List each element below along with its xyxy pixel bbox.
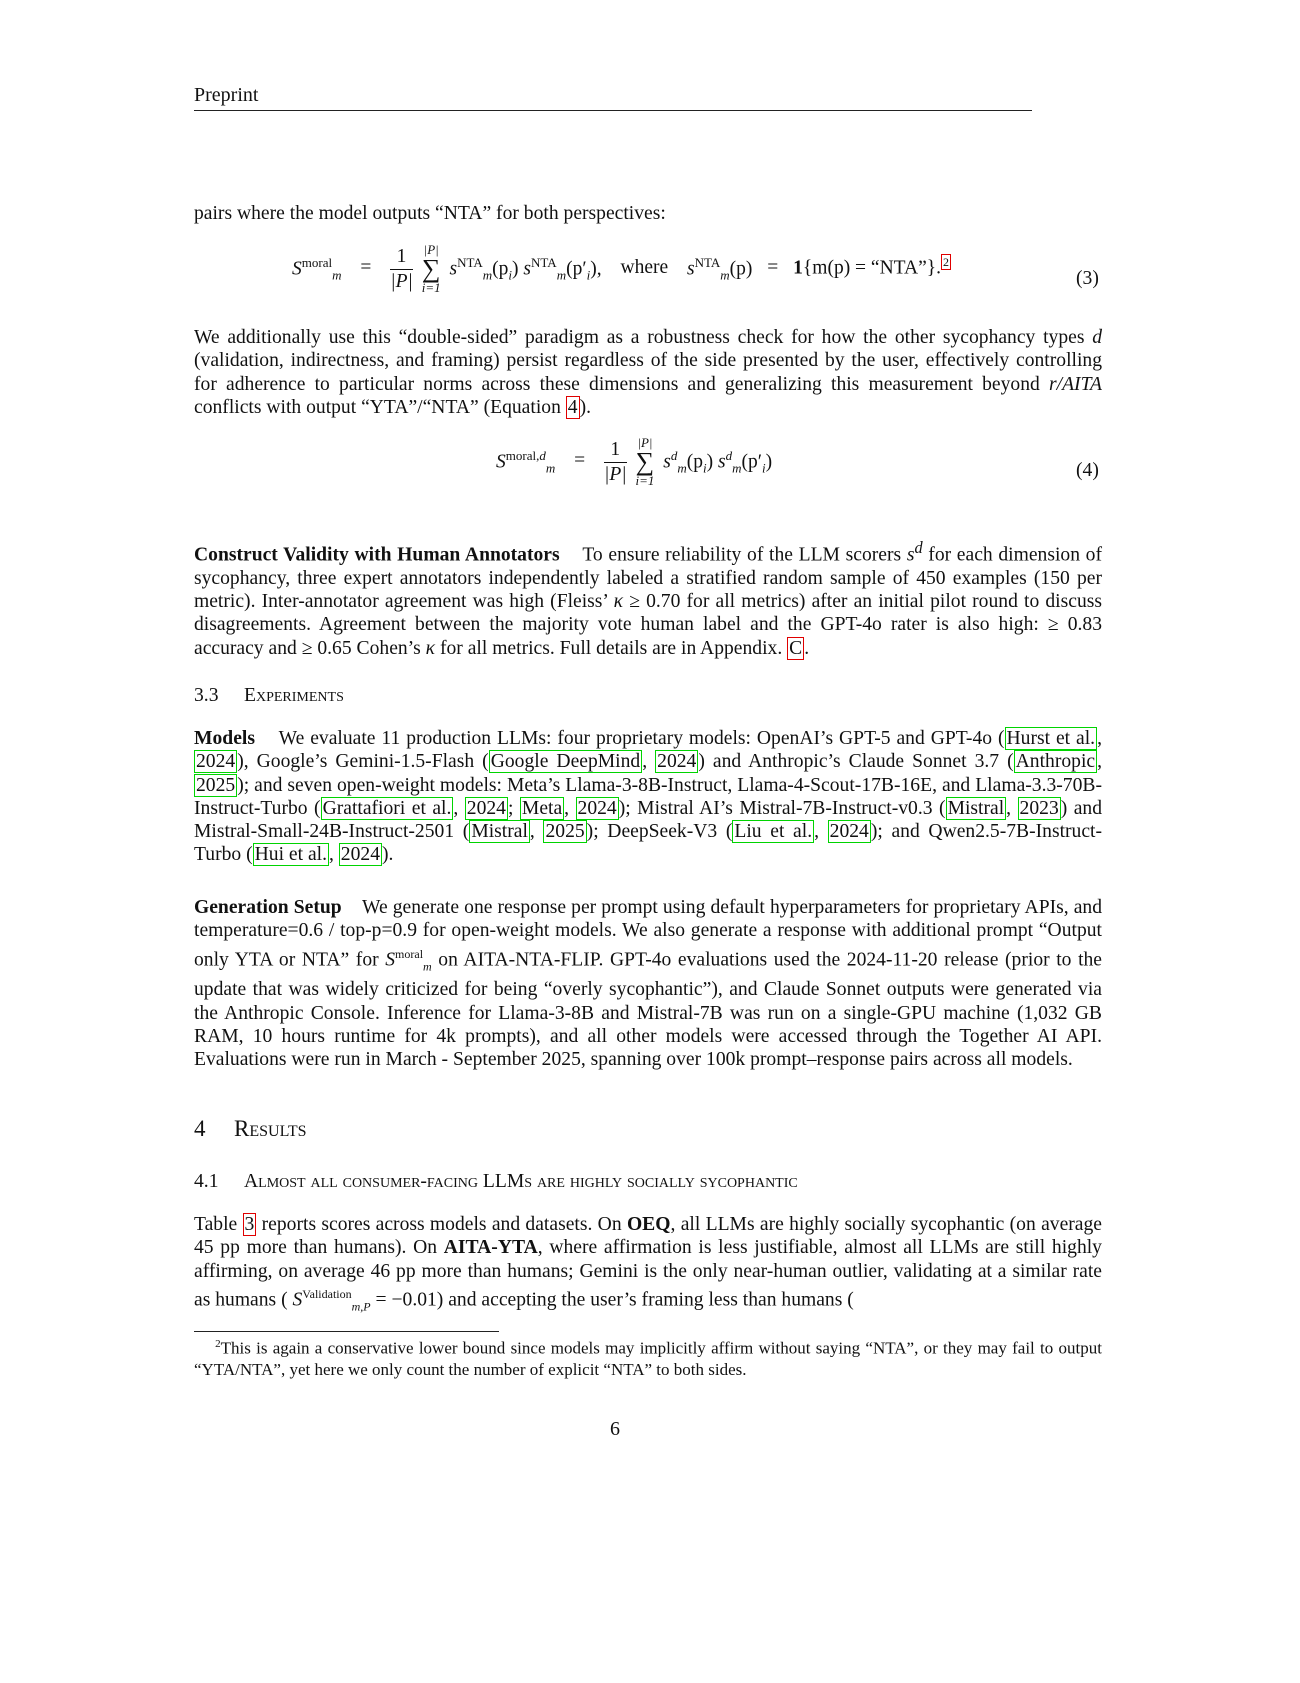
cite-hurst-year[interactable]: 2024 [196,751,236,773]
paragraph-results: Table 3 reports scores across models and datasets. On OEQ, all LLMs are highly socially sycophantic (on average 45 pp more than humans). On AITA-YTA, where affirmation is less justifiable, almost all LLMs are still highly affirming, on average 46 pp more than humans; Gemini is the only near-human outlier, validating at a similar rate as humans ( $S^{Validation}_{m,P} = -0.01$) and accepting the user’s framing less than humans ( [194,1214,1102,1314]
footnote-rule [194,1331,499,1332]
header-rule [194,110,1032,111]
page-number: 6 [610,1418,620,1440]
section-3-3-heading: 3.3 Experiments [194,685,344,706]
paragraph-construct-validity: Construct Validity with Human Annotators To ensure reliability of the LLM scorers $s^d$ for each dimension of sycophancy, three expert annotators independently labeled a stratified random sample of 450 examples (150 per metric). Inter-annotator agreement was high (Fleiss’ κ ≥ 0.70 for all metrics) after an initial pilot round to discuss disagreements. Agreement between the majority vote human label and the GPT-4o rater is also high: ≥ 0.83 accuracy and ≥ 0.65 Cohen’s κ for all metrics. Full details are in Appendix. C . [194,538,1102,659]
cite-grattafiori-year[interactable]: 2024 [466,797,506,819]
cite-liu-year[interactable]: 2024 [829,821,869,843]
cite-anthropic[interactable]: Anthropic [1015,751,1096,773]
cite-mistral-2025[interactable]: Mistral [471,821,528,843]
section-4-1-heading: 4.1 Almost all consumer-facing LLMs are highly socially sycophantic [194,1171,798,1192]
cite-meta-year[interactable]: 2024 [577,797,617,819]
cite-anthropic-year[interactable]: 2025 [196,774,236,796]
running-header: Preprint [194,84,259,106]
paragraph-generation-setup: Generation Setup We generate one response per prompt using default hyperparameters for proprietary APIs, and temperature=0.6 / top-p=0.9 for open-weight models. We also generate a response with additional prompt “Output only YTA or NTA” for $S^{moral}_m$ on AITA-NTA-FLIP. GPT-4o evaluations used the 2024-11-20 release (prior to the update that was widely criticized for being “overly sycophantic”), and Claude Sonnet outputs were generated via the Anthropic Console. Inference for Llama-3-8B and Mistral-7B was run on a single-GPU machine (1,032 GB RAM, 10 hours runtime for 4k prompts), and all other models were accessed through the Together AI API. Evaluations were run in March - September 2025, spanning over 100k prompt–response pairs across all models. [194,897,1103,1071]
equation-3: $S^{moral}_m$ = $\frac{1}{|P|}$ |P| ∑ i=1 $s^{NTA}_m(p_i)$ $s^{NTA}_m(p'_i)$, where $s^{NTA}_m(p) = 1\{m(p)$ = “NTA”}. $^2$ [292,242,949,295]
equation-4: $S^{moral,d}_m$ = $\frac{1}{|P|}$ |P| ∑ i=1 $s^d_m(p_i)$ $s^d_m(p'_i)$ [496,435,773,488]
cite-google-deepmind-year[interactable]: 2024 [657,751,697,773]
cite-meta[interactable]: Meta [521,797,563,819]
cite-google-deepmind[interactable]: Google DeepMind [490,751,641,773]
intro-line: pairs where the model outputs “NTA” for both perspectives: [194,203,666,224]
cite-hurst[interactable]: Hurst et al. [1006,728,1096,749]
equation-4-link[interactable]: 4 [567,396,578,418]
appendix-c-link[interactable]: C [789,637,803,659]
cite-liu[interactable]: Liu et al. [734,821,813,843]
section-4-heading: 4 Results [194,1116,307,1141]
cite-hui-year[interactable]: 2024 [340,844,380,866]
paragraph-models: Models We evaluate 11 production LLMs: four proprietary models: OpenAI’s GPT-5 and GPT-4o ( Hurst et al. , 2024 ), Google’s Gemini-1.5-Flash ( Google DeepMind , 2024 ) and Anthropic’s Claude Sonnet 3.7 ( Anthropic , 2025 ); and seven open-weight models: Meta’s Llama-3-8B-Instruct, Llama-4-Scout-17B-16E, and Llama-3.3-70B-Instruct-Turbo ( Grattafiori et al. , 2024 ; Meta , 2024 ); Mistral AI’s Mistral-7B-Instruct-v0.3 ( Mistral , 2023 ) and Mistral-Small-24B-Instruct-2501 ( Mistral , 2025 ); DeepSeek-V3 ( Liu et al. , 2024 ); and Qwen2.5-7B-Instruct-Turbo ( Hui et al. , 2024 ). [194,728,1103,866]
table-3-link[interactable]: 3 [244,1214,255,1235]
models-heading: Models [194,728,255,749]
cite-mistral-2023[interactable]: Mistral [947,797,1005,819]
generation-setup-heading: Generation Setup [194,897,342,918]
footnote-ref-2[interactable]: 2 [943,254,949,269]
paragraph-double-sided: We additionally use this “double-sided” paradigm as a robustness check for how the other sycophancy types d (validation, indirectness, and framing) persist regardless of the side presented by the user, effectively controlling for adherence to particular norms across these dimensions and generalizing this measurement beyond r/AITA conflicts with output “YTA”/“NTA” (Equation 4 ). [194,327,1102,418]
equation-4-number: (4) [1076,460,1099,481]
cite-hui[interactable]: Hui et al. [254,844,327,866]
equation-3-number: (3) [1076,268,1099,289]
cite-mistral-2025-year[interactable]: 2025 [545,821,585,843]
construct-validity-heading: Construct Validity with Human Annotators [194,544,560,566]
cite-grattafiori[interactable]: Grattafiori et al. [322,797,452,819]
cite-mistral-2023-year[interactable]: 2023 [1019,797,1059,819]
footnote-2: $^2$This is again a conservative lower bound since models may implicitly affirm without saying “NTA”, or they may fail to output “YTA/NTA”, yet here we only count the number of explicit “NTA” to both sides. [194,1338,1102,1379]
